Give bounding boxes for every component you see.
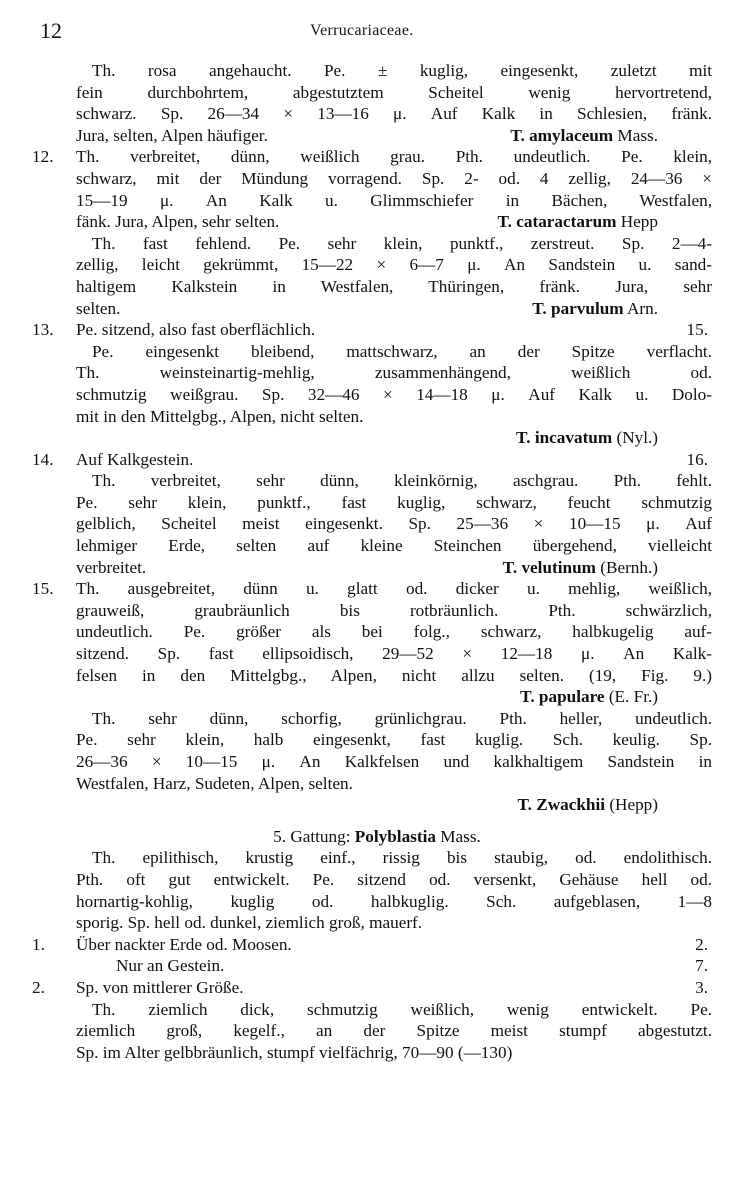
key-reference: 2. [695, 934, 708, 954]
text-line: ziemlich groß, kegelf., an der Spitze meist stumpf abgestutzt. [76, 1021, 712, 1041]
text-line: selten. [76, 298, 121, 318]
species-name: T. parvulum Arn. [532, 298, 658, 318]
text-line: schwarz, mit der Mündung vorragend. Sp. 2- od. 4 zellig, 24—36 × [76, 168, 712, 188]
text-line: schwarz. Sp. 26—34 × 13—16 μ. Auf Kalk in Schlesien, fränk. [76, 104, 712, 124]
text-line: Pe. sehr klein, punktf., fast kuglig, schwarz, feucht schmutzig [76, 492, 712, 512]
text-line: verbreitet. [76, 557, 147, 577]
key-lead: Auf Kalkgestein. [76, 449, 194, 469]
genus-heading: 5. Gattung: Polyblastia Mass. [273, 826, 481, 846]
page-header [40, 18, 700, 48]
text-line: mit in den Mittelgbg., Alpen, nicht selten. [76, 406, 364, 426]
species-name: T. amylaceum Mass. [510, 125, 658, 145]
text-line: Th. epilithisch, krustig einf., rissig bis staubig, od. endolithisch. [92, 848, 712, 868]
text-line: haltigem Kalkstein in Westfalen, Thüringen, fränk. Jura, sehr [76, 276, 712, 296]
key-lead: Pe. sitzend, also fast oberflächlich. [76, 320, 316, 340]
couplet-number: 12. [32, 147, 54, 167]
text-line: 15—19 μ. An Kalk u. Glimmschiefer in Bächen, Westfalen, [76, 190, 712, 210]
text-line: Th. verbreitet, sehr dünn, kleinkörnig, aschgrau. Pth. fehlt. [92, 471, 712, 491]
text-line: Pth. oft gut entwickelt. Pe. sitzend od. versenkt, Gehäuse hell od. [76, 869, 712, 889]
text-line: Th. rosa angehaucht. Pe. ± kuglig, eingesenkt, zuletzt mit [92, 61, 712, 80]
text-line: Th. weinsteinartig-mehlig, zusammenhängend, weißlich od. [76, 363, 712, 383]
couplet-number: 1. [32, 934, 45, 954]
text-line: gelblich, Scheitel meist eingesenkt. Sp. 25—36 × 10—15 μ. Auf [76, 514, 712, 534]
key-lead: Über nackter Erde od. Moosen. [76, 934, 292, 954]
running-title: Verrucariaceae. [310, 22, 414, 39]
key-reference: 16. [686, 449, 708, 469]
text-line: sitzend. Sp. fast ellipsoidisch, 29—52 × 12—18 μ. An Kalk- [76, 644, 712, 664]
text-line: hornartig-kohlig, kuglig od. halbkuglig. Sch. aufgeblasen, 1—8 [76, 891, 712, 911]
text-line: Th. fast fehlend. Pe. sehr klein, punktf., zerstreut. Sp. 2—4- [92, 233, 712, 253]
text-line: grauweiß, graubräunlich bis rotbräunlich. Pth. schwärzlich, [76, 600, 712, 620]
text-line: fänk. Jura, Alpen, sehr selten. [76, 212, 280, 232]
text-line: Pe. eingesenkt bleibend, mattschwarz, an der Spitze verflacht. [92, 341, 712, 361]
text-line: Th. ziemlich dick, schmutzig weißlich, wenig entwickelt. Pe. [92, 999, 712, 1019]
text-line: sporig. Sp. hell od. dunkel, ziemlich groß, mauerf. [76, 913, 423, 933]
species-name: T. Zwackhii (Hepp) [517, 795, 658, 815]
page-number: 12 [40, 18, 62, 43]
key-reference: 15. [686, 320, 708, 340]
couplet-number: 13. [32, 320, 54, 340]
key-lead: Nur an Gestein. [116, 956, 225, 976]
couplet-number: 2. [32, 977, 45, 997]
text-line: felsen in den Mittelgbg., Alpen, nicht allzu selten. (19, Fig. 9.) [76, 665, 712, 685]
key-reference: 7. [695, 956, 708, 976]
species-name: T. cataractarum Hepp [497, 212, 658, 232]
couplet-number: 14. [32, 449, 54, 469]
species-name: T. velutinum (Bernh.) [502, 557, 658, 577]
text-line: schmutzig weißgrau. Sp. 32—46 × 14—18 μ. Auf Kalk u. Dolo- [76, 384, 712, 404]
text-line: undeutlich. Pe. größer als bei folg., schwarz, halbkugelig auf- [76, 622, 712, 642]
text-line: Th. verbreitet, dünn, weißlich grau. Pth. undeutlich. Pe. klein, [76, 147, 712, 167]
text-line: Th. ausgebreitet, dünn u. glatt od. dicker u. mehlig, weißlich, [76, 579, 712, 599]
text-line: zellig, leicht gekrümmt, 15—22 × 6—7 μ. An Sandstein u. sand- [76, 255, 712, 275]
text-line: fein durchbohrtem, abgestutztem Scheitel wenig hervortretend, [76, 82, 712, 102]
body-text [32, 60, 712, 1063]
text-line: Sp. im Alter gelbbräunlich, stumpf vielfächrig, 70—90 (—130) [76, 1042, 513, 1062]
key-lead: Sp. von mittlerer Größe. [76, 977, 244, 997]
text-line: Jura, selten, Alpen häufiger. [76, 125, 268, 145]
key-reference: 3. [695, 977, 708, 997]
text-line: Westfalen, Harz, Sudeten, Alpen, selten. [76, 773, 353, 793]
text-line: 26—36 × 10—15 μ. An Kalkfelsen und kalkhaltigem Sandstein in [76, 752, 712, 771]
text-line: Th. sehr dünn, schorfig, grünlichgrau. Pth. heller, undeutlich. [92, 708, 712, 728]
species-name: T. incavatum (Nyl.) [516, 428, 658, 448]
text-line: lehmiger Erde, selten auf kleine Steinchen übergehend, vielleicht [76, 536, 712, 556]
species-name: T. papulare (E. Fr.) [520, 687, 658, 707]
couplet-number: 15. [32, 579, 54, 599]
text-line: Pe. sehr klein, halb eingesenkt, fast kuglig. Sch. keulig. Sp. [76, 730, 712, 750]
